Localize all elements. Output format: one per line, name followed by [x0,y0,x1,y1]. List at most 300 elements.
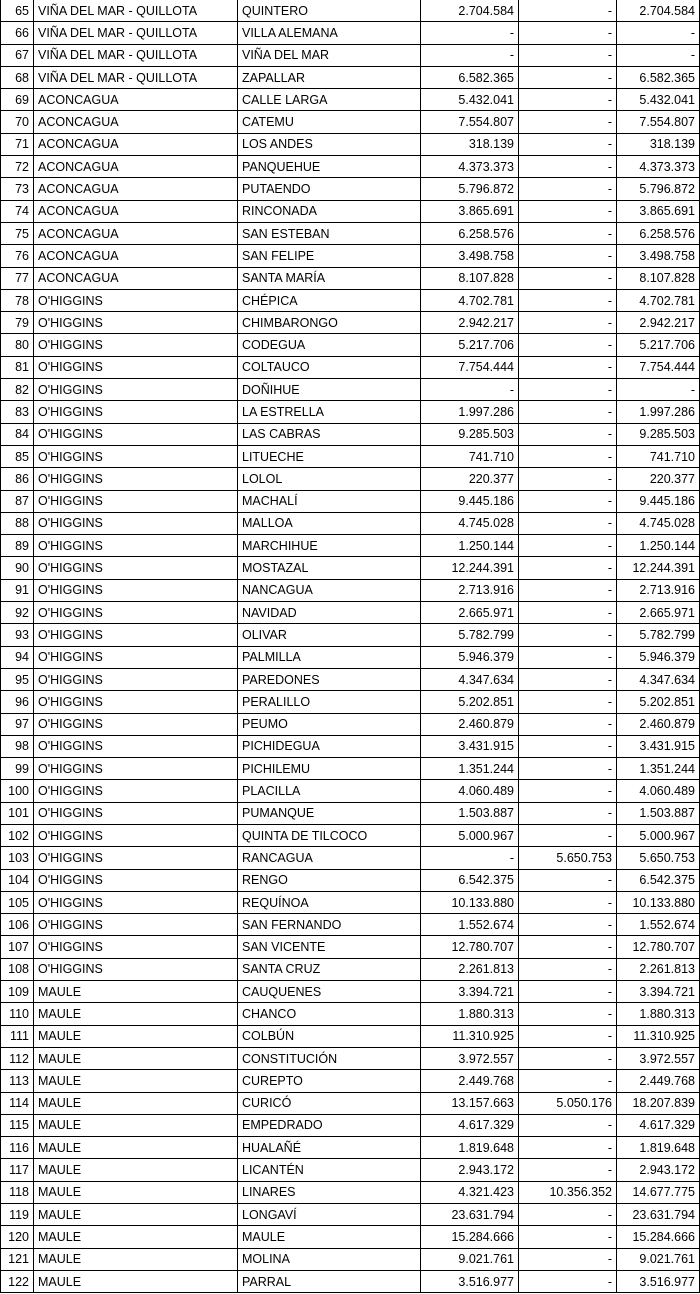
commune-cell: PUTAENDO [238,178,421,200]
amount-b-cell: - [519,713,617,735]
commune-cell: SAN FERNANDO [238,914,421,936]
table-row [1,423,700,445]
commune-cell: RINCONADA [238,200,421,222]
commune-cell: ZAPALLAR [238,66,421,88]
amount-a-cell: 5.432.041 [421,89,519,111]
table-row [1,22,700,44]
table-row [1,66,700,88]
amount-b-cell: - [519,579,617,601]
row-number-cell: 108 [1,958,34,980]
amount-a-cell: 4.373.373 [421,156,519,178]
amount-a-cell: 3.498.758 [421,245,519,267]
row-number-cell: 82 [1,379,34,401]
amount-a-cell: 10.133.880 [421,891,519,913]
amount-b-cell: - [519,1159,617,1181]
district-cell: O'HIGGINS [34,557,238,579]
total-cell: 4.373.373 [617,156,700,178]
district-cell: MAULE [34,1070,238,1092]
district-cell: O'HIGGINS [34,802,238,824]
district-cell: O'HIGGINS [34,691,238,713]
amount-b-cell: - [519,557,617,579]
total-cell: 6.582.365 [617,66,700,88]
table-row [1,468,700,490]
district-cell: ACONCAGUA [34,178,238,200]
row-number-cell: 106 [1,914,34,936]
amount-b-cell: - [519,356,617,378]
table-row [1,0,700,22]
district-cell: VIÑA DEL MAR - QUILLOTA [34,0,238,22]
amount-b-cell: - [519,312,617,334]
total-cell: 11.310.925 [617,1025,700,1047]
table-row [1,445,700,467]
row-number-cell: 86 [1,468,34,490]
row-number-cell: 92 [1,602,34,624]
total-cell: 4.745.028 [617,512,700,534]
row-number-cell: 109 [1,981,34,1003]
amount-a-cell: 5.000.967 [421,824,519,846]
total-cell: 6.542.375 [617,869,700,891]
amount-b-cell: - [519,1204,617,1226]
commune-cell: NAVIDAD [238,602,421,624]
commune-cell: RENGO [238,869,421,891]
table-row [1,1047,700,1069]
total-cell: 9.021.761 [617,1248,700,1270]
district-cell: VIÑA DEL MAR - QUILLOTA [34,22,238,44]
amount-a-cell: 3.972.557 [421,1047,519,1069]
row-number-cell: 80 [1,334,34,356]
total-cell: - [617,22,700,44]
amount-a-cell: 23.631.794 [421,1204,519,1226]
total-cell: 318.139 [617,133,700,155]
district-cell: ACONCAGUA [34,222,238,244]
total-cell: 2.665.971 [617,602,700,624]
district-cell: MAULE [34,1226,238,1248]
district-cell: O'HIGGINS [34,423,238,445]
amount-b-cell: - [519,1070,617,1092]
commune-cell: LINARES [238,1181,421,1203]
table-row [1,958,700,980]
commune-cell: DOÑIHUE [238,379,421,401]
commune-cell: LICANTÉN [238,1159,421,1181]
row-number-cell: 111 [1,1025,34,1047]
district-cell: O'HIGGINS [34,713,238,735]
amount-b-cell: - [519,245,617,267]
amount-b-cell: - [519,891,617,913]
district-cell: ACONCAGUA [34,245,238,267]
amount-b-cell: - [519,691,617,713]
district-cell: ACONCAGUA [34,133,238,155]
table-row [1,713,700,735]
amount-b-cell: - [519,602,617,624]
table-row [1,1181,700,1203]
district-cell: O'HIGGINS [34,869,238,891]
total-cell: 3.865.691 [617,200,700,222]
amount-b-cell: - [519,869,617,891]
commune-cell: SAN FELIPE [238,245,421,267]
amount-a-cell: 7.554.807 [421,111,519,133]
commune-cell: SANTA MARÍA [238,267,421,289]
commune-cell: OLIVAR [238,624,421,646]
amount-b-cell: - [519,133,617,155]
commune-cell: PANQUEHUE [238,156,421,178]
amount-a-cell: 6.258.576 [421,222,519,244]
commune-cell: PICHIDEGUA [238,735,421,757]
total-cell: 2.704.584 [617,0,700,22]
commune-cell: CONSTITUCIÓN [238,1047,421,1069]
commune-cell: QUINTERO [238,0,421,22]
total-cell: 2.449.768 [617,1070,700,1092]
amount-b-cell: - [519,66,617,88]
total-cell: 2.713.916 [617,579,700,601]
table-body [1,0,700,1293]
amount-b-cell: - [519,22,617,44]
amount-a-cell: 5.217.706 [421,334,519,356]
total-cell: 741.710 [617,445,700,467]
table-row [1,289,700,311]
amount-b-cell: - [519,981,617,1003]
total-cell: 15.284.666 [617,1226,700,1248]
amount-a-cell: 3.431.915 [421,735,519,757]
row-number-cell: 84 [1,423,34,445]
commune-cell: MOSTAZAL [238,557,421,579]
amount-a-cell: 6.582.365 [421,66,519,88]
amount-b-cell: - [519,89,617,111]
district-cell: O'HIGGINS [34,668,238,690]
commune-cell: REQUÍNOA [238,891,421,913]
row-number-cell: 110 [1,1003,34,1025]
commune-cell: HUALAÑÉ [238,1137,421,1159]
table-row [1,1270,700,1292]
row-number-cell: 75 [1,222,34,244]
total-cell: 2.261.813 [617,958,700,980]
table-row [1,891,700,913]
commune-cell: PEUMO [238,713,421,735]
row-number-cell: 70 [1,111,34,133]
amount-a-cell: 5.202.851 [421,691,519,713]
row-number-cell: 89 [1,535,34,557]
district-cell: MAULE [34,1248,238,1270]
table-row [1,379,700,401]
table-row [1,111,700,133]
row-number-cell: 73 [1,178,34,200]
total-cell: 1.351.244 [617,758,700,780]
amount-b-cell: - [519,758,617,780]
total-cell: 5.217.706 [617,334,700,356]
row-number-cell: 115 [1,1114,34,1136]
row-number-cell: 122 [1,1270,34,1292]
total-cell: 4.347.634 [617,668,700,690]
commune-cell: PICHILEMU [238,758,421,780]
amount-b-cell: - [519,200,617,222]
amount-b-cell: - [519,111,617,133]
amount-b-cell: - [519,512,617,534]
table-row [1,936,700,958]
total-cell: 12.244.391 [617,557,700,579]
row-number-cell: 100 [1,780,34,802]
total-cell: 4.617.329 [617,1114,700,1136]
table-row [1,267,700,289]
table-row [1,847,700,869]
amount-b-cell: - [519,535,617,557]
amount-a-cell: 318.139 [421,133,519,155]
table-row [1,1159,700,1181]
row-number-cell: 117 [1,1159,34,1181]
table-row [1,1204,700,1226]
row-number-cell: 118 [1,1181,34,1203]
total-cell: 4.702.781 [617,289,700,311]
amount-a-cell: 9.285.503 [421,423,519,445]
amount-b-cell: - [519,824,617,846]
amount-b-cell: - [519,1248,617,1270]
district-cell: O'HIGGINS [34,914,238,936]
amount-a-cell: 2.943.172 [421,1159,519,1181]
amount-b-cell: - [519,1270,617,1292]
district-cell: O'HIGGINS [34,735,238,757]
commune-cell: CURICÓ [238,1092,421,1114]
commune-cell: EMPEDRADO [238,1114,421,1136]
total-cell: 7.554.807 [617,111,700,133]
commune-cell: PERALILLO [238,691,421,713]
amount-a-cell: 4.347.634 [421,668,519,690]
row-number-cell: 72 [1,156,34,178]
total-cell: 4.060.489 [617,780,700,802]
commune-cell: PALMILLA [238,646,421,668]
amount-a-cell: 1.552.674 [421,914,519,936]
table-row [1,691,700,713]
amount-a-cell: - [421,379,519,401]
row-number-cell: 74 [1,200,34,222]
amount-b-cell: - [519,222,617,244]
row-number-cell: 77 [1,267,34,289]
district-cell: O'HIGGINS [34,468,238,490]
commune-cell: PAREDONES [238,668,421,690]
total-cell: 9.285.503 [617,423,700,445]
amount-a-cell: 15.284.666 [421,1226,519,1248]
amount-a-cell: 5.946.379 [421,646,519,668]
district-cell: O'HIGGINS [34,646,238,668]
commune-cell: LITUECHE [238,445,421,467]
table-row [1,512,700,534]
row-number-cell: 101 [1,802,34,824]
row-number-cell: 68 [1,66,34,88]
district-cell: O'HIGGINS [34,334,238,356]
district-cell: MAULE [34,1025,238,1047]
amount-a-cell: 1.351.244 [421,758,519,780]
table-row [1,758,700,780]
table-row [1,401,700,423]
commune-cell: QUINTA DE TILCOCO [238,824,421,846]
district-cell: O'HIGGINS [34,445,238,467]
row-number-cell: 81 [1,356,34,378]
table-row [1,981,700,1003]
row-number-cell: 119 [1,1204,34,1226]
amount-b-cell: 10.356.352 [519,1181,617,1203]
amount-a-cell: - [421,22,519,44]
amount-a-cell: 2.704.584 [421,0,519,22]
district-cell: O'HIGGINS [34,758,238,780]
district-cell: O'HIGGINS [34,847,238,869]
amount-a-cell: 1.997.286 [421,401,519,423]
row-number-cell: 91 [1,579,34,601]
table-row [1,1226,700,1248]
table-row [1,1025,700,1047]
district-cell: MAULE [34,1159,238,1181]
amount-b-cell: - [519,1047,617,1069]
amount-b-cell: - [519,735,617,757]
table-row [1,490,700,512]
table-row [1,178,700,200]
commune-cell: SANTA CRUZ [238,958,421,980]
amount-b-cell: - [519,1114,617,1136]
table-row [1,356,700,378]
commune-cell: CHÉPICA [238,289,421,311]
district-cell: O'HIGGINS [34,356,238,378]
table-row [1,780,700,802]
amount-b-cell: - [519,780,617,802]
total-cell: 5.782.799 [617,624,700,646]
district-cell: O'HIGGINS [34,490,238,512]
total-cell: 3.431.915 [617,735,700,757]
amount-a-cell: - [421,847,519,869]
total-cell: 1.503.887 [617,802,700,824]
total-cell: 12.780.707 [617,936,700,958]
total-cell: - [617,44,700,66]
total-cell: 10.133.880 [617,891,700,913]
commune-cell: MACHALÍ [238,490,421,512]
table-row [1,802,700,824]
amount-a-cell: 1.880.313 [421,1003,519,1025]
district-cell: MAULE [34,1047,238,1069]
table-row [1,579,700,601]
district-cell: O'HIGGINS [34,289,238,311]
row-number-cell: 83 [1,401,34,423]
amount-b-cell: 5.050.176 [519,1092,617,1114]
row-number-cell: 97 [1,713,34,735]
row-number-cell: 116 [1,1137,34,1159]
total-cell: 1.250.144 [617,535,700,557]
table-row [1,312,700,334]
district-cell: O'HIGGINS [34,401,238,423]
commune-cell: CODEGUA [238,334,421,356]
district-cell: MAULE [34,981,238,1003]
row-number-cell: 95 [1,668,34,690]
total-cell: 9.445.186 [617,490,700,512]
amount-a-cell: 1.503.887 [421,802,519,824]
amount-b-cell: - [519,624,617,646]
amount-a-cell: 12.780.707 [421,936,519,958]
table-row [1,1137,700,1159]
amount-a-cell: 2.449.768 [421,1070,519,1092]
amount-a-cell: 4.321.423 [421,1181,519,1203]
district-cell: ACONCAGUA [34,267,238,289]
row-number-cell: 66 [1,22,34,44]
amount-b-cell: - [519,468,617,490]
amount-b-cell: - [519,0,617,22]
row-number-cell: 93 [1,624,34,646]
district-cell: VIÑA DEL MAR - QUILLOTA [34,66,238,88]
row-number-cell: 114 [1,1092,34,1114]
total-cell: 5.000.967 [617,824,700,846]
amount-b-cell: - [519,334,617,356]
total-cell: - [617,379,700,401]
amount-a-cell: 4.702.781 [421,289,519,311]
commune-cell: LOS ANDES [238,133,421,155]
district-cell: ACONCAGUA [34,156,238,178]
amount-a-cell: 7.754.444 [421,356,519,378]
commune-cell: LONGAVÍ [238,1204,421,1226]
total-cell: 5.946.379 [617,646,700,668]
district-cell: O'HIGGINS [34,579,238,601]
total-cell: 8.107.828 [617,267,700,289]
total-cell: 1.880.313 [617,1003,700,1025]
row-number-cell: 88 [1,512,34,534]
amount-a-cell: 741.710 [421,445,519,467]
amount-b-cell: - [519,401,617,423]
commune-cell: CUREPTO [238,1070,421,1092]
amount-a-cell: 4.617.329 [421,1114,519,1136]
row-number-cell: 102 [1,824,34,846]
table-row [1,89,700,111]
amount-a-cell: 2.713.916 [421,579,519,601]
amount-a-cell: 1.250.144 [421,535,519,557]
district-cell: O'HIGGINS [34,512,238,534]
amount-a-cell: 5.782.799 [421,624,519,646]
district-cell: MAULE [34,1270,238,1292]
total-cell: 14.677.775 [617,1181,700,1203]
amount-b-cell: - [519,668,617,690]
total-cell: 2.460.879 [617,713,700,735]
amount-b-cell: - [519,646,617,668]
district-cell: MAULE [34,1137,238,1159]
commune-cell: MALLOA [238,512,421,534]
amount-a-cell: 4.060.489 [421,780,519,802]
amount-a-cell: 6.542.375 [421,869,519,891]
commune-cell: LAS CABRAS [238,423,421,445]
amount-b-cell: - [519,936,617,958]
table-row [1,334,700,356]
total-cell: 220.377 [617,468,700,490]
table-row [1,1248,700,1270]
amount-b-cell: 5.650.753 [519,847,617,869]
amount-b-cell: - [519,914,617,936]
amount-a-cell: 2.460.879 [421,713,519,735]
amount-b-cell: - [519,1003,617,1025]
district-cell: O'HIGGINS [34,379,238,401]
amount-a-cell: 3.516.977 [421,1270,519,1292]
amount-a-cell: 9.021.761 [421,1248,519,1270]
amount-b-cell: - [519,379,617,401]
table-row [1,245,700,267]
row-number-cell: 98 [1,735,34,757]
total-cell: 3.972.557 [617,1047,700,1069]
amount-a-cell: 13.157.663 [421,1092,519,1114]
district-cell: O'HIGGINS [34,602,238,624]
amount-b-cell: - [519,423,617,445]
total-cell: 1.552.674 [617,914,700,936]
table-row [1,869,700,891]
commune-cell: CATEMU [238,111,421,133]
row-number-cell: 69 [1,89,34,111]
commune-cell: VILLA ALEMANA [238,22,421,44]
district-cell: O'HIGGINS [34,936,238,958]
amount-a-cell: 2.261.813 [421,958,519,980]
commune-cell: MARCHIHUE [238,535,421,557]
amount-b-cell: - [519,958,617,980]
table-row [1,133,700,155]
row-number-cell: 104 [1,869,34,891]
amount-b-cell: - [519,1025,617,1047]
row-number-cell: 90 [1,557,34,579]
